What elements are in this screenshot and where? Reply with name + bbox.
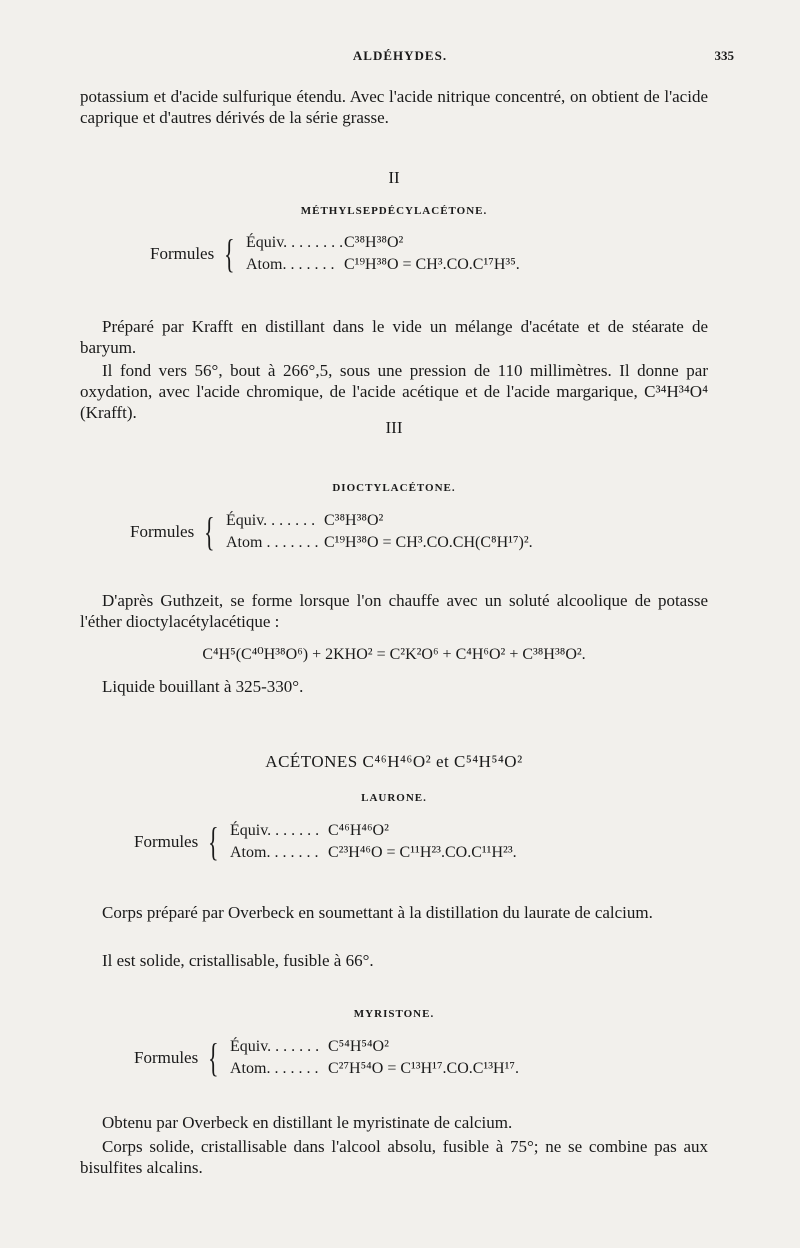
compound-name-methylsepdecylacetone: MÉTHYLSEPDÉCYLACÉTONE. <box>300 205 488 217</box>
paragraph-overbeck-laurate: Corps préparé par Overbeck en soumettant à la distillation du laurate de calcium. <box>102 903 653 922</box>
formula-equiv-row: Équiv. . . . . . . C³⁸H³⁸O² <box>226 512 384 529</box>
compound-name-myristone: MYRISTONE. <box>353 1008 435 1020</box>
brace-icon: { <box>208 819 219 864</box>
formula-block-myristone <box>134 1036 704 1082</box>
formula-atom-row: Atom. . . . . . . C²³H⁴⁶O = C¹¹H²³.CO.C¹¹H²³. <box>230 844 517 861</box>
formula-label: Formules <box>150 244 215 263</box>
formula-equiv-value: C⁴⁶H⁴⁶O² <box>328 822 389 839</box>
formula-atom-row: Atom. . . . . . . C²⁷H⁵⁴O = C¹³H¹⁷.CO.C¹³H¹⁷. <box>230 1060 519 1077</box>
intro-paragraph: potassium et d'acide sulfurique étendu. Avec l'acide nitrique concentré, on obtient de l'acide caprique et d'autres dérivés de la série grasse. <box>80 87 708 127</box>
paragraph-myristone-properties: Corps solide, cristallisable dans l'alcool absolu, fusible à 75°; ne se combine pas aux bisulfites alcalins. <box>80 1137 708 1177</box>
brace-icon: { <box>224 231 235 276</box>
formula-block-laurone <box>134 820 704 866</box>
formula-label: Formules <box>130 522 195 541</box>
formula-atom-row: Atom . . . . . . . C¹⁹H³⁸O = CH³.CO.CH(C⁸H¹⁷)². <box>226 534 533 551</box>
reaction-equation: C⁴H⁵(C⁴⁰H³⁸O⁶) + 2KHO² = C²K²O⁶ + C⁴H⁶O² + C³⁸H³⁸O². <box>202 646 586 663</box>
formula-label: Formules <box>134 1048 199 1067</box>
page-number: 335 <box>714 48 734 63</box>
formula-label: Formules <box>134 832 199 851</box>
formula-atom-value: C²³H⁴⁶O = C¹¹H²³.CO.C¹¹H²³. <box>328 844 517 861</box>
paragraph-krafft-preparation: Préparé par Krafft en distillant dans le vide un mélange d'acétate et de stéarate de baryum. <box>80 317 708 357</box>
formula-equiv-value: C³⁸H³⁸O² <box>324 512 384 529</box>
section-heading-acetones: ACÉTONES C⁴⁶H⁴⁶O² et C⁵⁴H⁵⁴O² <box>265 752 523 771</box>
compound-name-dioctylacetone: DIOCTYLACÉTONE. <box>332 482 456 494</box>
section-numeral-3: III <box>385 418 403 437</box>
formula-equiv-value: C⁵⁴H⁵⁴O² <box>328 1038 389 1055</box>
paragraph-melting-point: Il fond vers 56°, bout à 266°,5, sous une pression de 110 millimètres. Il donne par oxydation, avec l'acide chromique, de l'acide acétique et de l'acide margarique, C³⁴H³⁴O⁴ (Krafft). <box>80 361 708 422</box>
formula-block-methylsepdecylacetone <box>150 232 670 278</box>
section-numeral-2: II <box>388 168 400 187</box>
formula-atom-value: C¹⁹H³⁸O = CH³.CO.C¹⁷H³⁵. <box>344 256 520 273</box>
running-title: ALDÉHYDES. <box>352 48 448 63</box>
paragraph-laurone-properties: Il est solide, cristallisable, fusible à 66°. <box>102 951 374 970</box>
paragraph-boiling-point: Liquide bouillant à 325-330°. <box>102 677 304 696</box>
formula-atom-row: Atom. . . . . . . C¹⁹H³⁸O = CH³.CO.C¹⁷H³⁵. <box>246 256 520 273</box>
formula-equiv-row: Équiv. . . . . . . C⁴⁶H⁴⁶O² <box>230 822 389 839</box>
paragraph-overbeck-myristinate: Obtenu par Overbeck en distillant le myristinate de calcium. <box>102 1113 513 1132</box>
compound-name-laurone: LAURONE. <box>361 792 427 804</box>
formula-equiv-row: Équiv. . . . . . . C⁵⁴H⁵⁴O² <box>230 1038 389 1055</box>
page-header <box>80 48 734 68</box>
paragraph-guthzeit: D'après Guthzeit, se forme lorsque l'on chauffe avec un soluté alcoolique de potasse l'éther dioctylacétylacétique : <box>80 591 708 631</box>
brace-icon: { <box>204 509 215 554</box>
formula-equiv-row: Équiv. . . . . . . . C³⁸H³⁸O² <box>246 234 404 251</box>
formula-block-dioctylacetone <box>130 510 700 556</box>
formula-atom-value: C²⁷H⁵⁴O = C¹³H¹⁷.CO.C¹³H¹⁷. <box>328 1060 519 1077</box>
brace-icon: { <box>208 1035 219 1080</box>
formula-atom-value: C¹⁹H³⁸O = CH³.CO.CH(C⁸H¹⁷)². <box>324 534 533 551</box>
formula-equiv-value: C³⁸H³⁸O² <box>344 234 404 251</box>
